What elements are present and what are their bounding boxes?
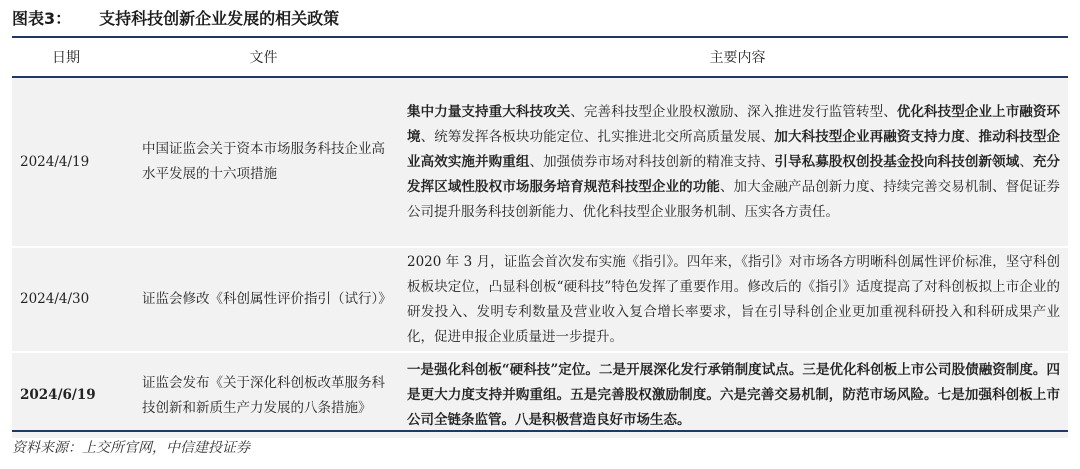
figure-heading: 支持科技创新企业发展的相关政策 bbox=[99, 9, 340, 28]
table-row bbox=[12, 352, 1068, 438]
row-file: 证监会修改《科创属性评价指引（试行）》 bbox=[120, 247, 407, 352]
content-segment: 充分发挥区域性股权市场服务培育规范科技型企业的功能 bbox=[407, 153, 1061, 195]
header-date: 日期 bbox=[12, 38, 120, 77]
row-file: 证监会发布《关于深化科创板改革服务科技创新和新质生产力发展的八条措施》 bbox=[120, 352, 407, 438]
figure-label: 图表3： bbox=[12, 9, 72, 28]
content-segment: 一是强化科创板“硬科技”定位。二是开展深化发行承销制度试点。三是优化科创板上市公司股债融资制度。四是更大力度支持并购重组。五是完善股权激励制度。六是完善交易机制，防范市场风险。七是加强科创板上市公司全链条监管。八是积极营造良好市场生态。 bbox=[407, 362, 1060, 428]
content-segment: 2020 年 3 月，证监会首次发布实施《指引》。四年来，《指引》对市场各方明晰科创属性评价标准，坚守科创板板块定位，凸显科创板“硬科技”特色发挥了重要作用。修改后的《指引》适度提高了对科创板拟上市企业的研发投入、发明专利数量及营业收入复合增长率要求，旨在引导科创企业更加重视科研投入和科研成果产业化，促进申报企业质量进一步提升。 bbox=[407, 253, 1060, 345]
row-content bbox=[407, 247, 1068, 352]
content-segment: 、 bbox=[1019, 153, 1033, 170]
row-date: 2024/6/19 bbox=[12, 352, 120, 438]
row-file: 中国证监会关于资本市场服务科技企业高水平发展的十六项措施 bbox=[120, 77, 407, 247]
content-segment: 、完善科技型企业股权激励、深入推进发行监管转型、 bbox=[570, 103, 897, 120]
content-segment: 引导私募股权创投基金投向科技创新领域 bbox=[774, 153, 1020, 170]
bottom-rule bbox=[12, 430, 1068, 432]
content-segment: 、 bbox=[964, 128, 979, 145]
row-content bbox=[407, 77, 1068, 247]
content-segment: 、加大金融产品创新力度、持续完善交易机制、督促证券公司提升服务科技创新能力、优化科技型企业服务机制、压实各方责任。 bbox=[407, 178, 1061, 220]
content-segment: 、加强债券市场对科技创新的精准支持、 bbox=[529, 153, 775, 170]
table-row bbox=[12, 77, 1068, 247]
policy-table bbox=[12, 38, 1068, 438]
header-file: 文件 bbox=[120, 38, 407, 77]
figure-title bbox=[12, 6, 339, 32]
row-date: 2024/4/30 bbox=[12, 247, 120, 352]
table-row bbox=[12, 247, 1068, 352]
row-content bbox=[407, 352, 1068, 438]
content-segment: 推动科技型企业高效实施并购重组 bbox=[407, 128, 1061, 170]
header-content: 主要内容 bbox=[407, 38, 1068, 77]
row-date: 2024/4/19 bbox=[12, 77, 120, 247]
source-note: 资料来源：上交所官网，中信建投证券 bbox=[12, 440, 250, 456]
content-segment: 加大科技型企业再融资支持力度 bbox=[774, 128, 965, 145]
content-segment: 集中力量支持重大科技攻关 bbox=[407, 103, 571, 120]
content-segment: 优化科技型企业上市融资环境 bbox=[407, 103, 1061, 145]
content-segment: 、统筹发挥各板块功能定位、扎实推进北交所高质量发展、 bbox=[420, 128, 775, 145]
table-header-row bbox=[12, 38, 1068, 77]
